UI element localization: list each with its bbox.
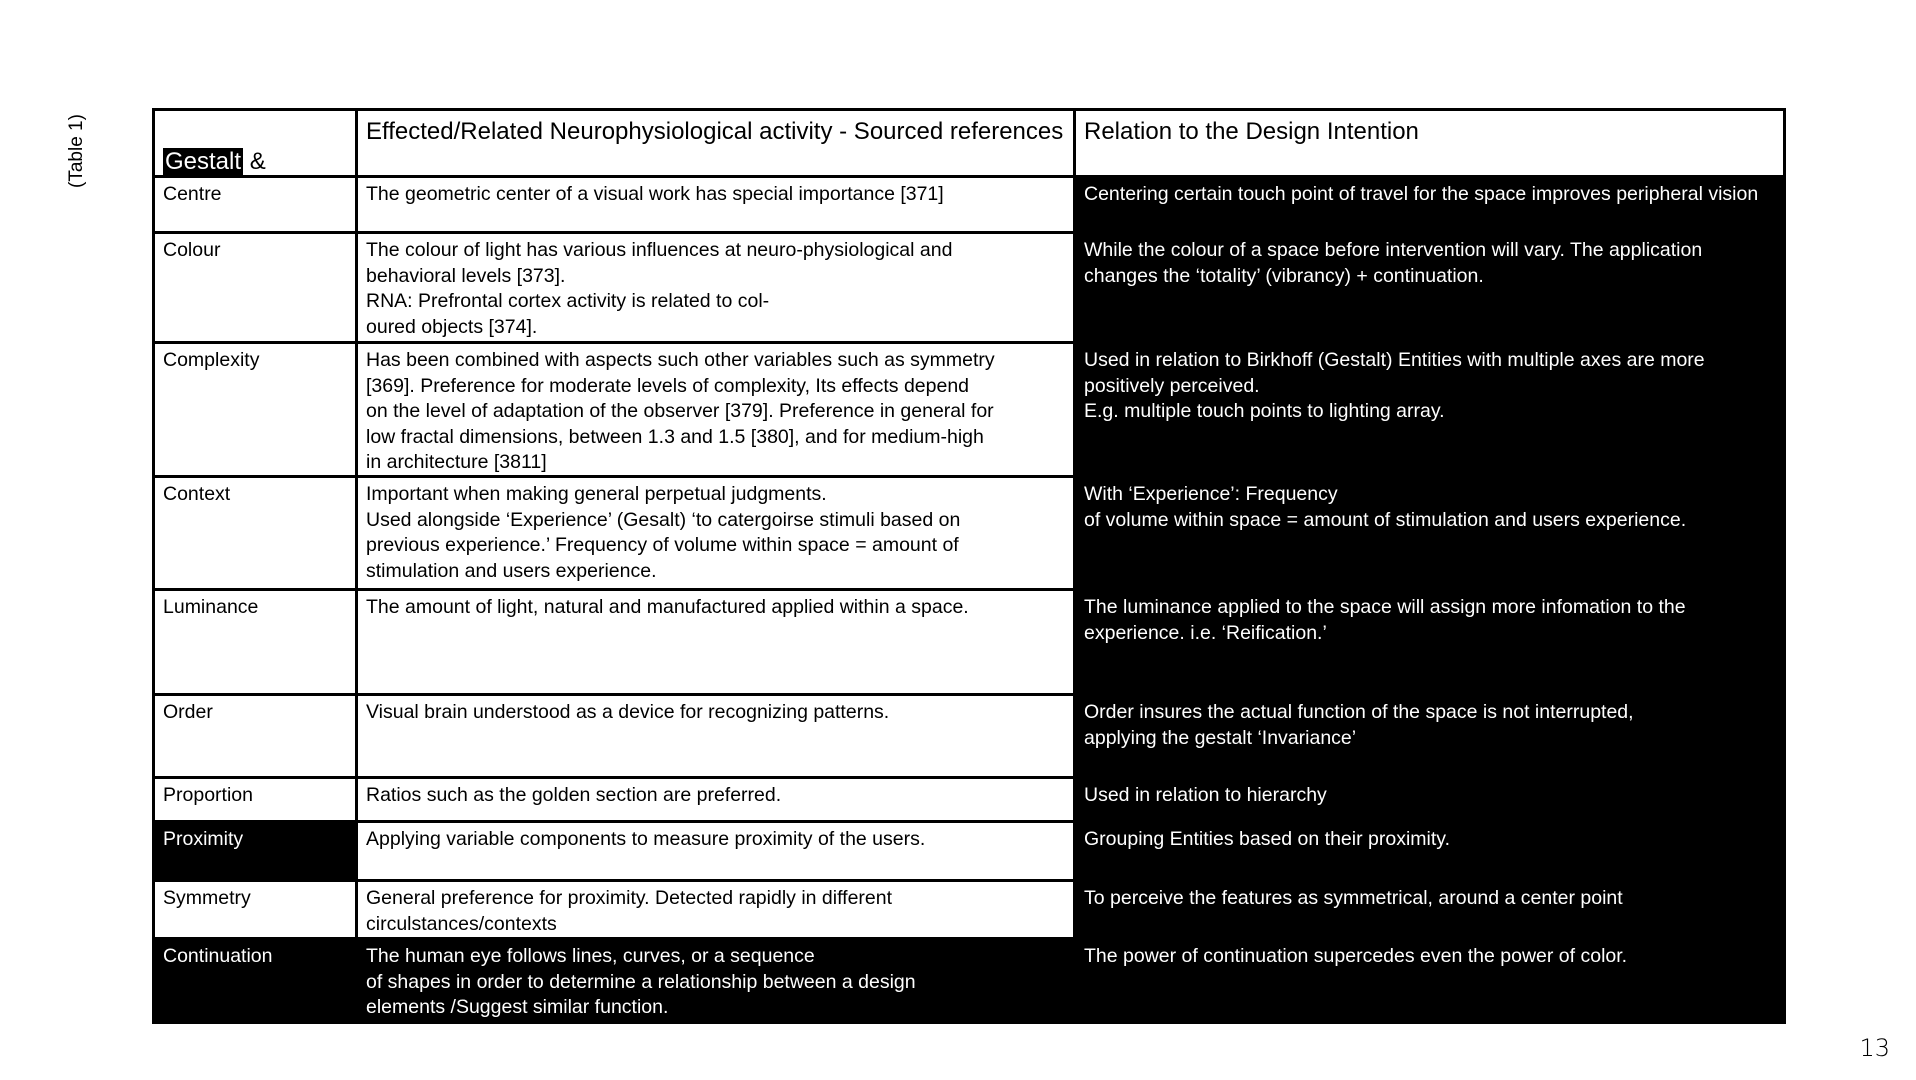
header-variables-label: &: [249, 148, 266, 175]
row-design: Centering certain touch point of travel for the space improves peripheral vision: [1076, 178, 1783, 234]
row-design: Order insures the actual function of the space is not interrupted, applying the gestalt ‘Invariance’: [1076, 696, 1783, 779]
row-variable: Proportion: [155, 779, 355, 820]
row-variable: Proximity: [155, 823, 355, 882]
row-variable: Order: [155, 696, 355, 776]
row-design: Used in relation to Birkhoff (Gestalt) Entities with multiple axes are more positively perceived. E.g. multiple touch points to lighting array.: [1076, 344, 1783, 478]
row-variable: Context: [155, 478, 355, 588]
row-design: With ‘Experience’: Frequency of volume within space = amount of stimulation and users experience.: [1076, 478, 1783, 591]
row-variable: Colour: [155, 234, 355, 341]
row-variable: Centre: [155, 178, 355, 231]
row-neuro: The geometric center of a visual work has special importance [371]: [358, 178, 1073, 231]
row-design: While the colour of a space before intervention will vary. The application changes the ‘totality’ (vibrancy) + continuation.: [1076, 234, 1783, 344]
header-neuro: Effected/Related Neurophysiological activity - Sourced references: [358, 111, 1073, 175]
table-caption-side: (Table 1): [66, 114, 87, 188]
header-design: Relation to the Design Intention: [1076, 111, 1783, 175]
row-design: To perceive the features as symmetrical, around a center point: [1076, 882, 1783, 940]
row-design: Grouping Entities based on their proximity.: [1076, 823, 1783, 882]
row-design: The power of continuation supercedes even the power of color.: [1076, 940, 1783, 1024]
row-variable: Luminance: [155, 591, 355, 693]
header-highlight: Gestalt: [165, 148, 242, 175]
row-neuro: Important when making general perpetual judgments. Used alongside ‘Experience’ (Gesalt) ‘to catergoirse stimuli based on previous experience.’ Frequency of volume within space = amount of stimulation and users experience.: [358, 478, 1073, 588]
row-neuro: Applying variable components to measure proximity of the users.: [358, 823, 1073, 879]
header-variables: [155, 111, 355, 175]
row-variable: Complexity: [155, 344, 355, 475]
row-variable: Symmetry: [155, 882, 355, 937]
row-design: Used in relation to hierarchy: [1076, 779, 1783, 823]
row-design: The luminance applied to the space will assign more infomation to the experience. i.e. ‘Reification.’: [1076, 591, 1783, 696]
row-variable: Continuation: [155, 940, 355, 1024]
row-neuro: The amount of light, natural and manufactured applied within a space.: [358, 591, 1073, 693]
page-number: 13: [1859, 1034, 1890, 1062]
row-neuro: Ratios such as the golden section are preferred.: [358, 779, 1073, 820]
row-neuro: Has been combined with aspects such other variables such as symmetry [369]. Preference for moderate levels of complexity, Its effects depend on the level of adaptation of the observer [379]. Preference in general for low fractal dimensions, between 1.3 and 1.5 [380], and for medium-high in architecture [3811]: [358, 344, 1073, 475]
row-neuro: The colour of light has various influences at neuro-physiological and behavioral levels [373]. RNA: Prefrontal cortex activity is related to col- oured objects [374].: [358, 234, 1073, 341]
row-neuro: General preference for proximity. Detected rapidly in different circulstances/contexts: [358, 882, 1073, 937]
row-neuro: The human eye follows lines, curves, or a sequence of shapes in order to determine a relationship between a design elements /Suggest similar function.: [358, 940, 1073, 1024]
gestalt-table: [152, 108, 1786, 1024]
row-neuro: Visual brain understood as a device for recognizing patterns.: [358, 696, 1073, 776]
